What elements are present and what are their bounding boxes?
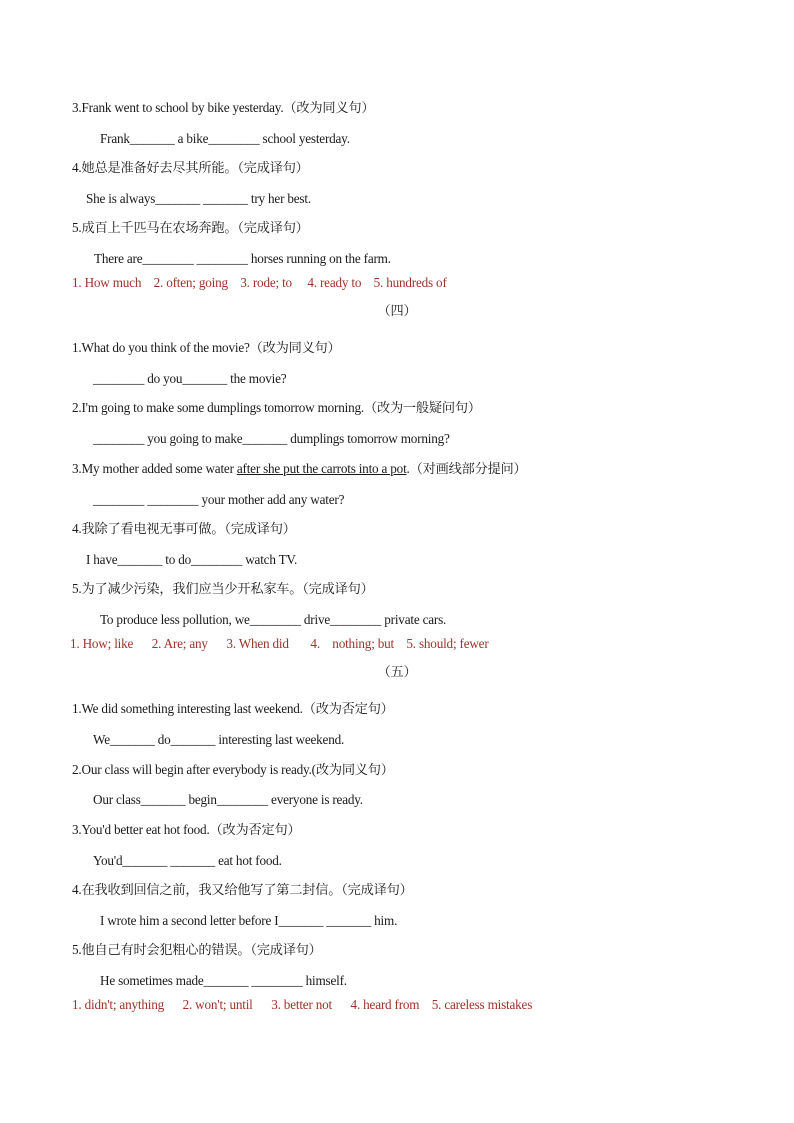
section-heading: （四） <box>377 303 417 318</box>
question-4-fill: I wrote him a second letter before I_______ _______ him. <box>100 913 398 928</box>
question-5-fill: To produce less pollution, we________ drive________ private cars. <box>100 612 447 627</box>
question-4-prompt: 4.我除了看电视无事可做。（完成译句） <box>72 521 296 536</box>
question-3-prompt: 3.You'd better eat hot food.（改为否定句） <box>72 822 301 837</box>
question-3-prompt <box>72 461 527 477</box>
question-5-fill: He sometimes made_______ ________ himself. <box>100 973 347 988</box>
question-2-fill: ________ you going to make_______ dumplings tomorrow morning? <box>93 431 450 446</box>
question-1-prompt: 1.What do you think of the movie?（改为同义句） <box>72 340 341 355</box>
question-1-fill: ________ do you_______ the movie? <box>93 371 287 386</box>
question-3-prompt: 3.Frank went to school by bike yesterday.（改为同义句） <box>72 100 375 115</box>
question-4-prompt: 4.她总是准备好去尽其所能。（完成译句） <box>72 160 309 175</box>
answer-key: 1. How; like 2. Are; any 3. When did 4. nothing; but 5. should; fewer <box>70 636 489 651</box>
question-2-prompt: 2.Our class will begin after everybody is ready.(改为同义句） <box>72 762 394 777</box>
section-heading: （五） <box>377 664 417 679</box>
answer-key: 1. How much 2. often; going 3. rode; to 4. ready to 5. hundreds of <box>72 275 447 290</box>
question-3-text: 3.My mother added some water <box>72 461 237 476</box>
question-4-fill: She is always_______ _______ try her best. <box>86 191 311 206</box>
question-2-prompt: 2.I'm going to make some dumplings tomorrow morning.（改为一般疑问句） <box>72 400 481 415</box>
question-2-fill: Our class_______ begin________ everyone is ready. <box>93 792 363 807</box>
question-5-fill: There are________ ________ horses running on the farm. <box>94 251 391 266</box>
question-5-prompt: 5.为了减少污染，我们应当少开私家车。（完成译句） <box>72 581 374 596</box>
question-4-fill: I have_______ to do________ watch TV. <box>86 552 298 567</box>
question-5-prompt: 5.他自己有时会犯粗心的错误。（完成译句） <box>72 942 322 957</box>
question-1-prompt: 1.We did something interesting last weekend.（改为否定句） <box>72 701 394 716</box>
question-4-prompt: 4.在我收到回信之前，我又给他写了第二封信。（完成译句） <box>72 882 413 897</box>
question-3-fill: ________ ________ your mother add any water? <box>93 492 345 507</box>
question-1-fill: We_______ do_______ interesting last weekend. <box>93 732 345 747</box>
question-3-instruction: .（对画线部分提问） <box>406 461 527 476</box>
question-5-prompt: 5.成百上千匹马在农场奔跑。（完成译句） <box>72 220 309 235</box>
underlined-phrase: after she put the carrots into a pot <box>236 461 407 476</box>
answer-key: 1. didn't; anything 2. won't; until 3. better not 4. heard from 5. careless mistakes <box>72 997 533 1012</box>
question-3-fill: Frank_______ a bike________ school yesterday. <box>100 131 350 146</box>
question-3-fill: You'd_______ _______ eat hot food. <box>93 853 282 868</box>
